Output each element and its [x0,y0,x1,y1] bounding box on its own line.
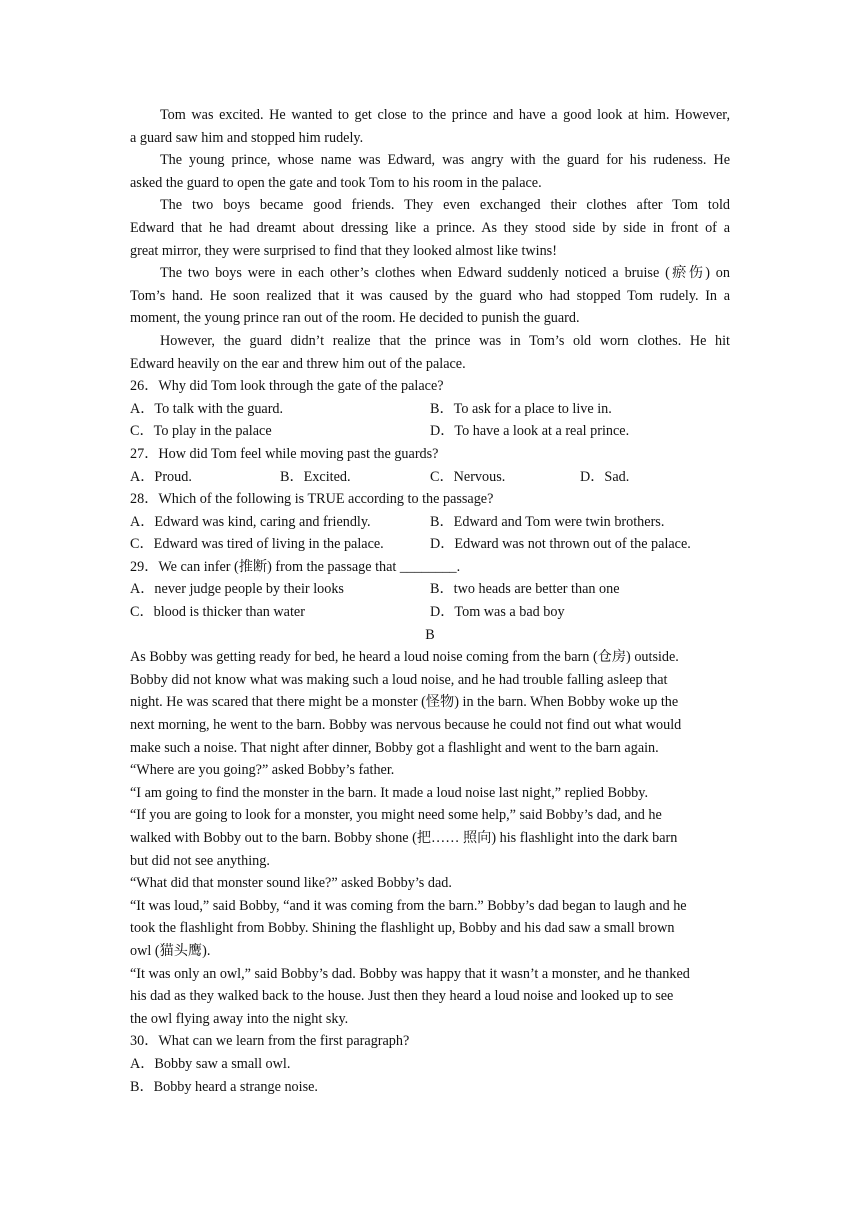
option-row [130,420,730,443]
answer-option: D．Edward was not thrown out of the palace. [430,536,691,553]
passage-b [130,646,730,1030]
question-stem: 28．Which of the following is TRUE according to the passage? [130,491,494,508]
passage-line: moment, the young prince ran out of the room. He decided to punish the guard. [130,310,580,327]
section-b-label: B [425,626,435,643]
answer-option: D．Sad. [580,468,630,485]
answer-option: A．To talk with the guard. [130,400,284,417]
answer-option: B．Excited. [280,468,351,485]
passage-line: Edward that he had dreamt about dressing like a prince. As they stood side by side in front of a [130,219,730,236]
passage-a [130,104,730,375]
answer-option: B．two heads are better than one [430,581,620,598]
passage-line: The two boys became good friends. They even exchanged their clothes after Tom told [160,197,730,214]
answer-option: C．Nervous. [430,468,506,485]
question-block [130,443,730,488]
passage-line: “It was loud,” said Bobby, “and it was coming from the barn.” Bobby’s dad began to laugh and he [130,897,687,914]
text-column [130,104,730,1098]
passage-line: walked with Bobby out to the barn. Bobby shone (把…… 照向) his flashlight into the dark barn [130,830,678,846]
passage-line: Bobby did not know what was making such a loud noise, and he had trouble falling asleep that [130,671,668,688]
answer-option: A．Proud. [130,468,192,485]
option-row [130,601,730,624]
passage-line: but did not see anything. [130,852,270,869]
passage-line: the owl flying away into the night sky. [130,1010,349,1027]
answer-option: A．never judge people by their looks [130,581,344,598]
passage-line: next morning, he went to the barn. Bobby was nervous because he could not find out what would [130,717,682,734]
passage-line: The young prince, whose name was Edward, was angry with the guard for his rudeness. He [160,152,730,169]
answer-option: B．Edward and Tom were twin brothers. [430,513,665,530]
question-stem: 29．We can infer (推断) from the passage that ________. [130,558,461,575]
passage-line: The two boys were in each other’s clothes when Edward suddenly noticed a bruise (瘀伤) on [160,265,730,282]
passage-line: Tom was excited. He wanted to get close to the prince and have a good look at him. However, [160,107,730,123]
answer-option: D．Tom was a bad boy [430,604,565,621]
question-block [130,556,730,624]
question-stem: 27．How did Tom feel while moving past the guards? [130,445,439,462]
question-block [130,488,730,556]
question-stem: 30．What can we learn from the first paragraph? [130,1033,410,1050]
option-row [130,533,730,556]
option-row [130,511,730,534]
passage-line: Tom’s hand. He soon realized that it was caused by the guard who had stopped Tom rudely. In a [130,287,730,304]
passage-line: make such a noise. That night after dinner, Bobby got a flashlight and went to the barn again. [130,739,659,756]
passage-line: asked the guard to open the gate and took Tom to his room in the palace. [130,174,542,191]
passage-line: great mirror, they were surprised to find that they looked almost like twins! [130,242,557,259]
answer-option: B．To ask for a place to live in. [430,400,612,417]
passage-line: Edward heavily on the ear and threw him out of the palace. [130,355,466,372]
answer-option: C．To play in the palace [130,423,272,440]
passage-line: However, the guard didn’t realize that the prince was in Tom’s old worn clothes. He hit [160,332,730,349]
question-block [130,375,730,443]
option-row [130,398,730,421]
questions-a [130,375,730,624]
option-b: B．Bobby heard a strange noise. [130,1078,318,1095]
passage-line: a guard saw him and stopped him rudely. [130,129,364,146]
answer-option: C．blood is thicker than water [130,604,305,621]
question-stem: 26．Why did Tom look through the gate of the palace? [130,378,444,395]
answer-option: D．To have a look at a real prince. [430,423,630,440]
passage-line: night. He was scared that there might be a monster (怪物) in the barn. When Bobby woke up the [130,694,679,711]
answer-option: A．Edward was kind, caring and friendly. [130,513,371,530]
passage-line: “Where are you going?” asked Bobby’s father. [130,762,395,779]
answer-option: C．Edward was tired of living in the palace. [130,536,384,553]
passage-line: owl (猫头鹰). [130,942,211,959]
passage-line: As Bobby was getting ready for bed, he heard a loud noise coming from the barn (仓房) outside. [130,649,679,666]
option-row [130,578,730,601]
passage-line: his dad as they walked back to the house. Just then they heard a loud noise and looked up to see [130,988,674,1005]
passage-line: “If you are going to look for a monster, you might need some help,” said Bobby’s dad, and he [130,807,662,824]
passage-line: took the flashlight from Bobby. Shining the flashlight up, Bobby and his dad saw a small brown [130,920,675,937]
option-row [130,466,730,489]
passage-line: “What did that monster sound like?” asked Bobby’s dad. [130,875,452,892]
question-30 [130,1030,730,1098]
option-a: A．Bobby saw a small owl. [130,1055,291,1072]
passage-line: “It was only an owl,” said Bobby’s dad. Bobby was happy that it wasn’t a monster, and he thanked [130,965,690,982]
passage-line: “I am going to find the monster in the barn. It made a loud noise last night,” replied Bobby. [130,784,648,801]
